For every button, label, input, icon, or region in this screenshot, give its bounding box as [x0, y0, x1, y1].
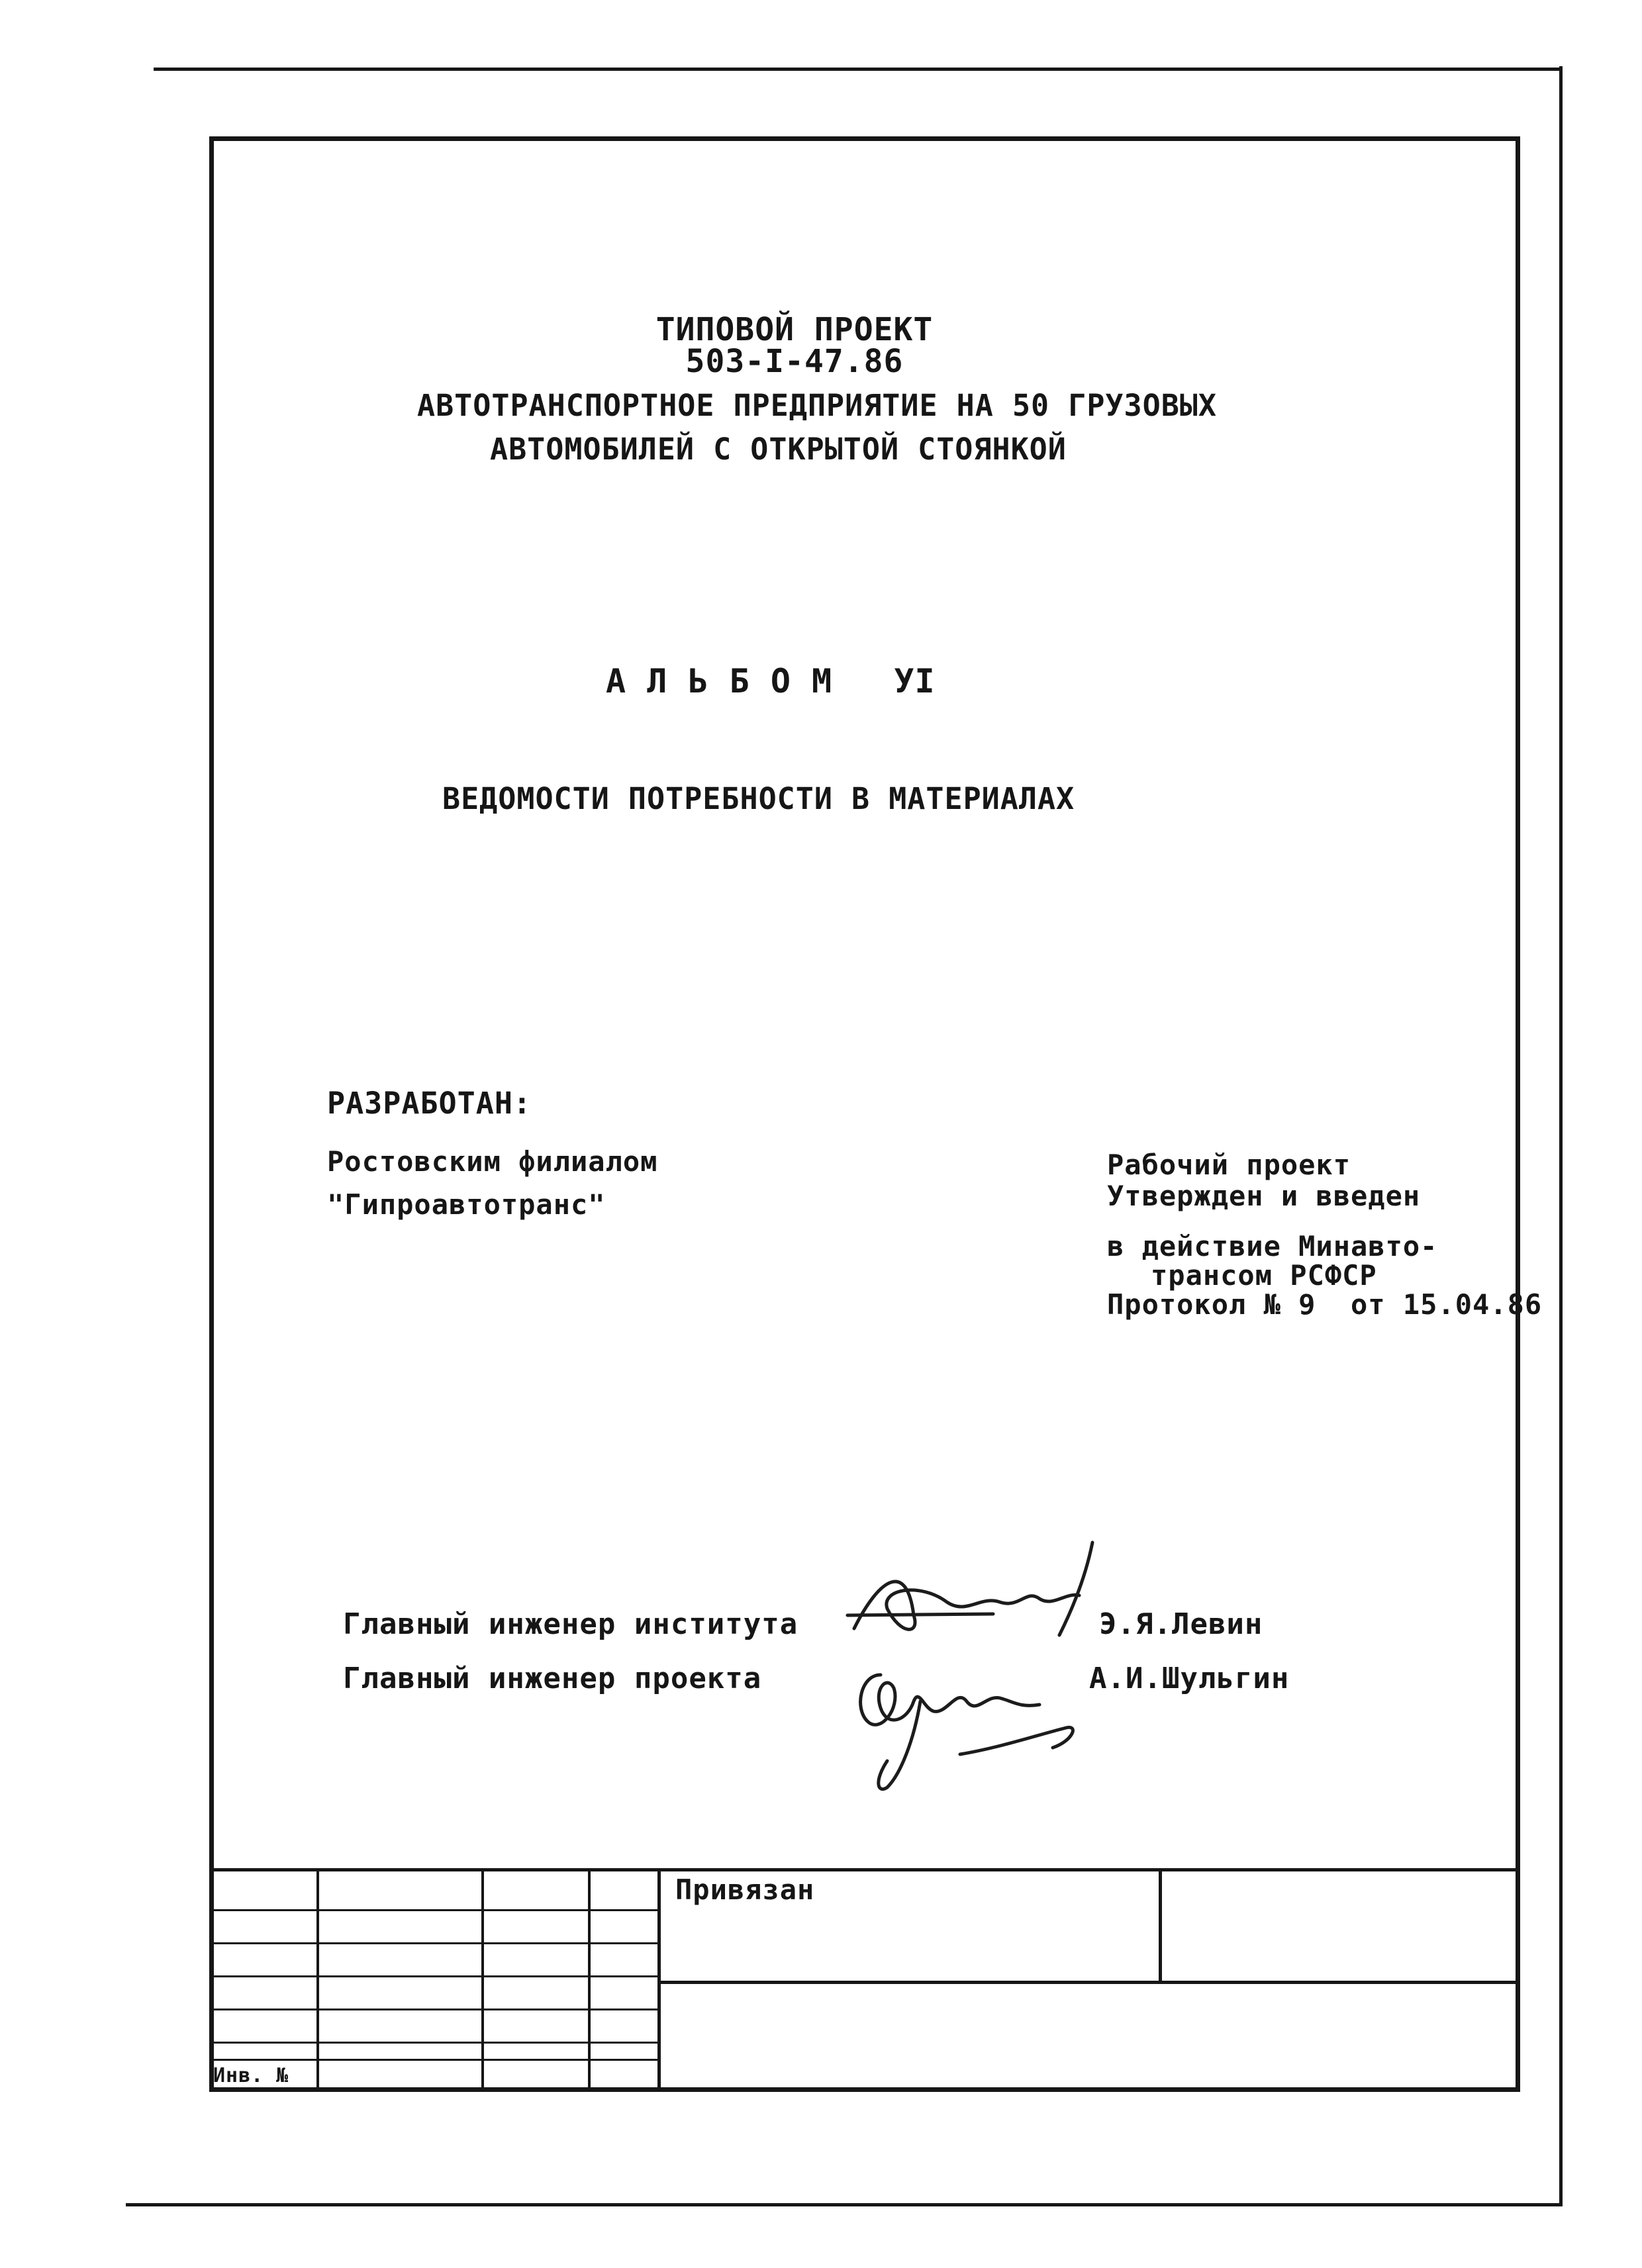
developer-heading: РАЗРАБОТАН:	[327, 1086, 532, 1121]
stamp-top-line	[209, 1868, 1520, 1871]
signature-name-2: А.И.Шульгин	[1089, 1662, 1290, 1695]
stamp-row-line-6	[209, 2059, 659, 2061]
stamp-row-line-1	[209, 1909, 659, 1911]
outer-border-bottom	[126, 2203, 1563, 2206]
project-title-line1: АВТОТРАНСПОРТНОЕ ПРЕДПРИЯТИЕ НА 50 ГРУЗОВЫХ	[417, 388, 1217, 423]
project-type: ТИПОВОЙ ПРОЕКТ	[655, 311, 934, 348]
signature-role-2: Главный инженер проекта	[343, 1662, 762, 1695]
stamp-vline-5	[1159, 1868, 1162, 1982]
album-label: А Л Ь Б О М УI	[606, 662, 936, 700]
approval-line2: Утвержден и введен	[1107, 1180, 1421, 1212]
signature-role-1: Главный инженер института	[343, 1607, 798, 1641]
stamp-inventory-label: Инв. №	[213, 2064, 289, 2087]
outer-border-right	[1559, 66, 1563, 2204]
signature-name-1: Э.Я.Левин	[1099, 1607, 1263, 1641]
approval-line5: Протокол № 9 от 15.04.86	[1107, 1288, 1543, 1321]
project-title-line2: АВТОМОБИЛЕЙ С ОТКРЫТОЙ СТОЯНКОЙ	[490, 432, 1067, 467]
stamp-row-line-3	[209, 1975, 659, 1977]
stamp-row-line-4	[209, 2008, 659, 2010]
developer-line2: "Гипроавтотранс"	[327, 1188, 606, 1221]
stamp-bound-label: Привязан	[675, 1873, 815, 1906]
developer-line1: Ростовским филиалом	[327, 1145, 658, 1178]
project-number: 503-I-47.86	[685, 343, 904, 380]
album-subtitle: ВЕДОМОСТИ ПОТРЕБНОСТИ В МАТЕРИАЛАХ	[442, 781, 1075, 816]
approval-line4: трансом РСФСР	[1151, 1259, 1377, 1292]
stamp-mid-line	[659, 1981, 1520, 1984]
approval-line3: в действие Минавто-	[1107, 1230, 1438, 1262]
handwritten-signature-2	[841, 1648, 1106, 1794]
approval-line1: Рабочий проект	[1107, 1149, 1351, 1181]
stamp-row-line-5	[209, 2042, 659, 2044]
outer-border-top	[154, 68, 1563, 71]
handwritten-signature-1	[841, 1536, 1145, 1655]
stamp-row-line-2	[209, 1942, 659, 1944]
